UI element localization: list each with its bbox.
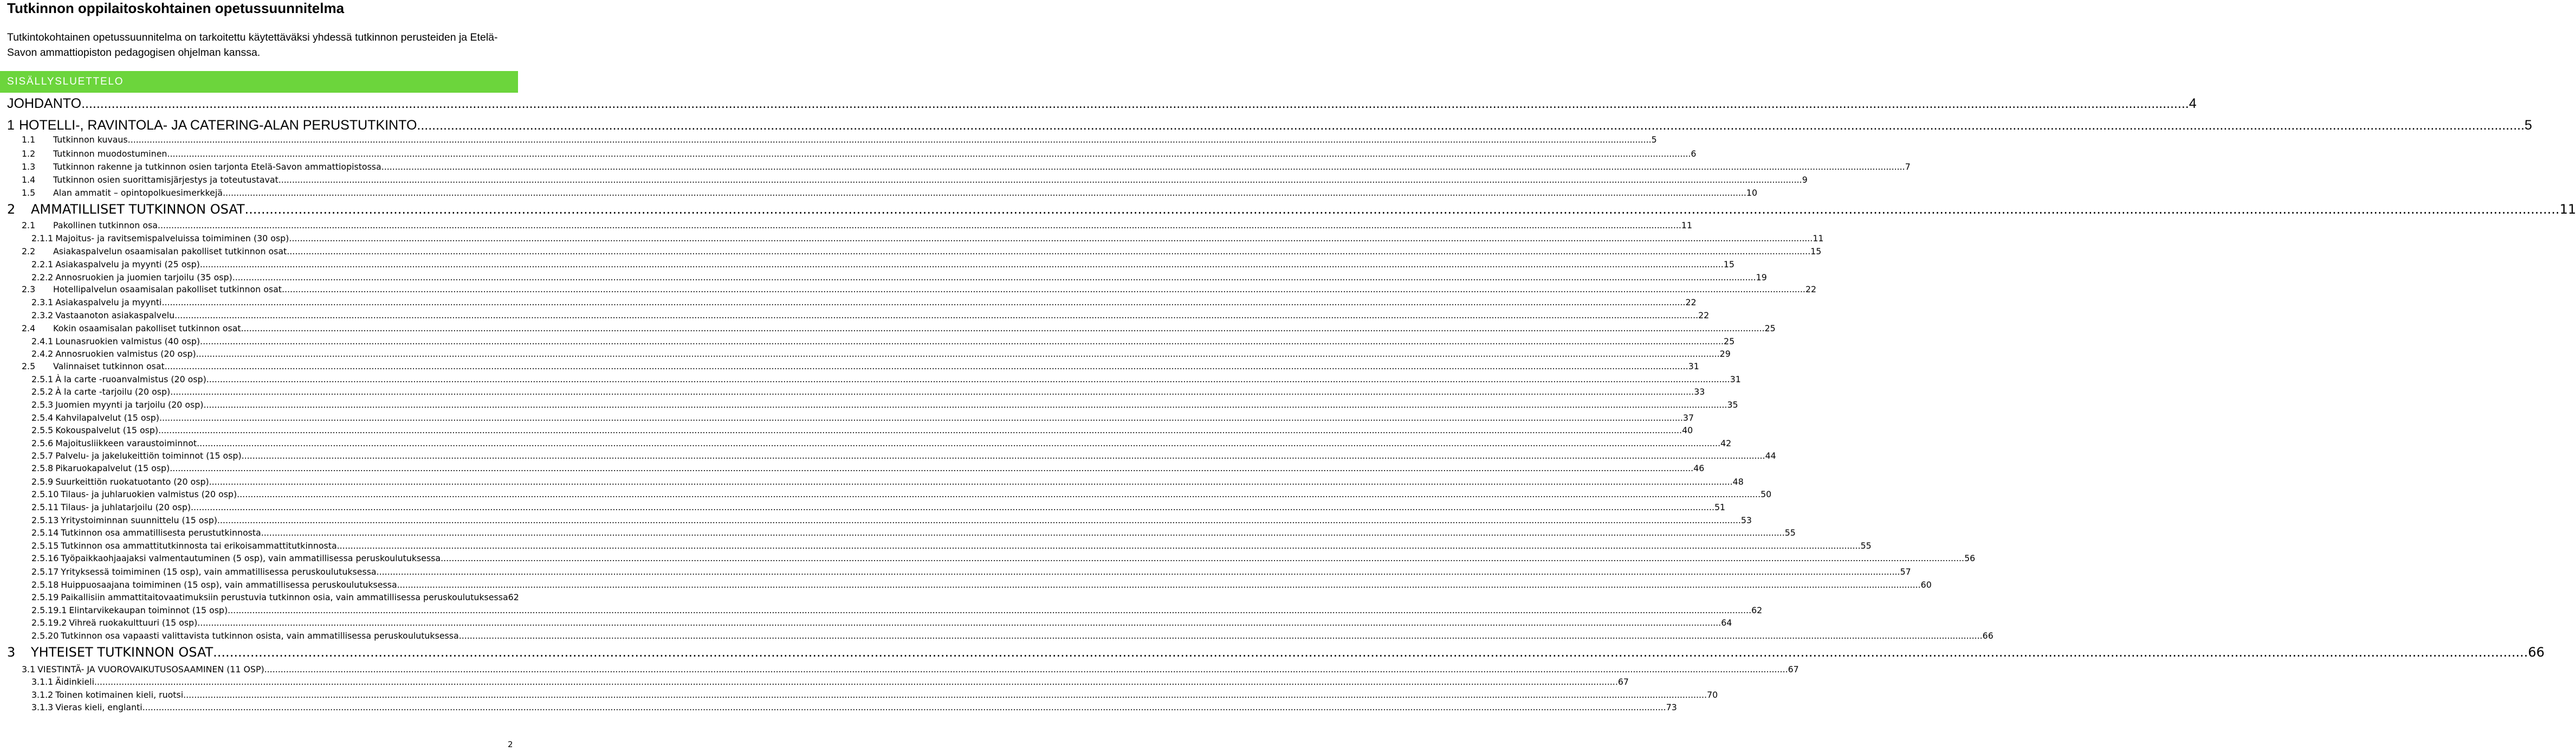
toc-entry-page: 22 <box>1685 297 1697 307</box>
toc-dot-leader <box>279 173 1802 187</box>
toc-entry-title: Pikaruokapalvelut (15 osp) <box>55 463 170 473</box>
toc-entry-number: 1.2 <box>22 149 36 159</box>
toc-entry-page: 60 <box>1920 580 1932 590</box>
toc-entry-page: 31 <box>1688 361 1699 371</box>
toc-entry[interactable] <box>31 579 1932 592</box>
toc-entry-title: Asiakaspalvelu ja myynti (25 osp) <box>55 259 200 269</box>
toc-entry-page: 25 <box>1764 323 1776 333</box>
toc-entry-page: 67 <box>1788 664 1799 674</box>
toc-entry-page: 5 <box>1651 134 1657 145</box>
page-number: 2 <box>508 740 513 749</box>
toc-entry-title: Yrityksessä toimiminen (15 osp), vain ammatillisessa peruskoulutuksessa <box>61 567 377 577</box>
toc-entry-page: 29 <box>1719 349 1731 359</box>
toc-entry-page: 44 <box>1765 451 1776 461</box>
toc-entry-number: 2.5.5 <box>31 425 54 435</box>
toc-dot-leader <box>217 514 1741 527</box>
toc-entry-title: Palvelu- ja jakelukeittiön toiminnot (15 osp) <box>55 451 242 461</box>
toc-entry-page: 48 <box>1732 477 1744 487</box>
toc-entry-title: Tutkinnon muodostuminen <box>53 149 167 159</box>
toc-entry-number: 2.5.18 <box>31 580 59 590</box>
toc-entry[interactable] <box>31 604 1763 617</box>
toc-entry-title: Tilaus- ja juhlatarjoilu (20 osp) <box>61 502 191 512</box>
toc-entry[interactable] <box>31 348 1731 361</box>
toc-entry-page: 35 <box>1727 400 1738 410</box>
toc-entry-title: Majoitusliikkeen varaustoiminnot <box>55 438 197 448</box>
toc-entry-number: 2.5.15 <box>31 541 59 551</box>
toc-dot-leader <box>242 449 1765 462</box>
toc-dot-leader <box>209 475 1733 489</box>
toc-entry-page: 9 <box>1802 175 1808 185</box>
toc-dot-leader <box>261 526 1785 539</box>
toc-entry[interactable] <box>31 526 1796 539</box>
toc-entry-number: 2.5.20 <box>31 631 59 641</box>
toc-entry-title: Vieras kieli, englanti <box>55 702 143 712</box>
toc-entry-number: 1.4 <box>22 175 36 185</box>
toc-entry-page: 55 <box>1860 541 1872 551</box>
toc-entry-number: 2.5.19.2 <box>31 618 67 628</box>
toc-entry-number: 2.5.10 <box>31 489 59 499</box>
toc-entry-number: 2.2 <box>22 246 36 256</box>
toc-entry-title: YHTEISET TUTKINNON OSAT <box>31 645 213 660</box>
toc-entry-page: 42 <box>1720 438 1732 448</box>
toc-dot-leader <box>264 663 1788 676</box>
toc-entry[interactable] <box>31 232 1824 245</box>
toc-entry-number: 3.1 <box>22 664 36 674</box>
toc-entry[interactable] <box>31 514 1752 527</box>
toc-entry[interactable] <box>22 360 1699 373</box>
toc-dot-leader <box>337 539 1861 552</box>
toc-entry-title: Huippuosaajana toimiminen (15 osp), vain ammatillisessa peruskoulutuksessa <box>61 580 397 590</box>
toc-dot-leader <box>237 488 1761 501</box>
toc-entry[interactable] <box>7 641 2545 663</box>
toc-dot-leader <box>289 232 1813 245</box>
toc-entry-page: 55 <box>1784 528 1796 538</box>
toc-entry[interactable] <box>22 283 1817 296</box>
toc-entry[interactable] <box>31 399 1738 412</box>
toc-entry-number: 2.5.6 <box>31 438 54 448</box>
toc-entry-page: 62 <box>508 592 519 602</box>
toc-entry-page: 50 <box>1761 489 1772 499</box>
toc-entry-page: 46 <box>1693 463 1705 473</box>
toc-entry[interactable] <box>22 173 1808 187</box>
toc-entry[interactable] <box>22 245 1822 258</box>
toc-entry-number: 2.4 <box>22 323 36 333</box>
toc-dot-leader <box>174 309 1698 322</box>
toc-entry-number: 2.5.13 <box>31 515 59 525</box>
toc-dot-leader <box>143 701 1666 714</box>
toc-entry-page: 22 <box>1698 310 1710 320</box>
toc-entry-title: Tutkinnon osa ammatillisesta perustutkinnosta <box>61 528 261 538</box>
toc-entry-title: Tilaus- ja juhlaruokien valmistus (20 osp) <box>61 489 237 499</box>
toc-entry[interactable] <box>31 412 1694 425</box>
toc-entry-title: Kokouspalvelut (15 osp) <box>55 425 159 435</box>
toc-dot-leader <box>170 385 1694 399</box>
toc-entry[interactable] <box>31 258 1734 271</box>
toc-dot-leader <box>94 676 1618 689</box>
toc-dot-leader <box>228 604 1751 617</box>
toc-dot-leader <box>282 283 1805 296</box>
toc-entry-page: 62 <box>1751 605 1763 615</box>
toc-entry-number: 2.5.16 <box>31 553 59 563</box>
intro-paragraph: Tutkintokohtainen opetussuunnitelma on tarkoitettu käytettäväksi yhdessä tutkinnon perusteiden ja Etelä-Savon ammattiopiston pedagogisen ohjelman kanssa. <box>7 31 498 59</box>
toc-entry[interactable] <box>31 488 1772 501</box>
toc-entry-number: 2.4.2 <box>31 349 54 359</box>
toc-entry-title: Yritystoiminnan suunnittelu (15 osp) <box>61 515 217 525</box>
toc-entry-page: 11 <box>2559 202 2576 217</box>
toc-entry-page: 57 <box>1900 567 1911 577</box>
toc-entry-title: Äidinkieli <box>55 677 94 687</box>
toc-entry-number: 2.5.2 <box>31 387 54 397</box>
toc-entry-page: 4 <box>2189 96 2197 111</box>
toc-entry-number: 3 <box>7 645 16 660</box>
toc-entry-page: 15 <box>1723 259 1734 269</box>
toc-entry-number: 3.1.3 <box>31 702 54 712</box>
toc-entry-number: 2.2.2 <box>31 272 54 282</box>
toc-entry[interactable] <box>22 187 1758 200</box>
toc-entry[interactable] <box>31 424 1693 437</box>
toc-entry[interactable] <box>7 93 2197 114</box>
toc-entry-page: 53 <box>1740 515 1752 525</box>
toc-entry-number: 3.1.1 <box>31 677 54 687</box>
toc-entry[interactable] <box>31 475 1744 489</box>
toc-entry-number: 2.1.1 <box>31 233 54 243</box>
toc-entry-page: 66 <box>2528 645 2545 660</box>
toc-dot-leader <box>158 219 1681 232</box>
toc-dot-leader <box>161 296 1685 309</box>
toc-entry[interactable] <box>31 373 1741 386</box>
toc-entry-number: 2.5.19.1 <box>31 605 67 615</box>
toc-entry-title: Pakollinen tutkinnon osa <box>53 220 158 230</box>
toc-entry-number: 2.1 <box>22 220 36 230</box>
toc-entry-page: 66 <box>1982 631 1994 641</box>
toc-entry-title: Majoitus- ja ravitsemispalveluissa toimiminen (30 osp) <box>55 233 289 243</box>
toc-entry-title: Tutkinnon kuvaus <box>53 134 128 145</box>
toc-entry-page: 51 <box>1714 502 1726 512</box>
toc-dot-leader <box>191 501 1714 514</box>
toc-dot-leader <box>232 271 1756 284</box>
toc-entry-page: 70 <box>1707 690 1718 700</box>
toc-entry-number: 1 <box>7 118 15 133</box>
toc-entry[interactable] <box>22 663 1799 676</box>
toc-entry-number: 2.2.1 <box>31 259 54 269</box>
toc-dot-leader <box>200 335 1724 348</box>
toc-entry[interactable] <box>31 552 1976 565</box>
toc-entry-page: 40 <box>1682 425 1693 435</box>
toc-entry-title: Kokin osaamisalan pakolliset tutkinnon osat <box>53 323 241 333</box>
toc-entry-page: 5 <box>2525 118 2532 133</box>
toc-entry-number: 2.5.9 <box>31 477 54 487</box>
toc-entry-page: 64 <box>1721 618 1732 628</box>
toc-entry[interactable] <box>31 296 1697 309</box>
toc-entry[interactable] <box>31 437 1732 450</box>
toc-dot-leader <box>158 424 1682 437</box>
toc-entry-title: Lounasruokien valmistus (40 osp) <box>55 336 200 346</box>
toc-entry-number: 2.3.2 <box>31 310 54 320</box>
toc-entry[interactable] <box>31 701 1677 714</box>
toc-entry-title: Toinen kotimainen kieli, ruotsi <box>55 690 184 700</box>
toc-entry[interactable] <box>31 385 1705 399</box>
toc-entry[interactable] <box>31 462 1705 475</box>
toc-heading: SISÄLLYSLUETTELO <box>7 76 124 87</box>
toc-entry[interactable] <box>22 160 1911 173</box>
toc-entry[interactable] <box>7 198 2576 220</box>
toc-entry-page: 19 <box>1756 272 1767 282</box>
toc-entry-number: 2 <box>7 202 16 217</box>
toc-dot-leader <box>200 258 1724 271</box>
toc-entry-title: AMMATILLISET TUTKINNON OSAT <box>31 202 245 217</box>
toc-entry-page: 25 <box>1724 336 1735 346</box>
toc-entry-number: 2.5.1 <box>31 374 54 384</box>
toc-dot-leader <box>213 641 2528 663</box>
toc-entry-title: Tutkinnon osien suorittamisjärjestys ja toteutustavat <box>53 175 279 185</box>
toc-entry[interactable] <box>22 219 1693 232</box>
toc-entry-page: 6 <box>1691 149 1697 159</box>
toc-entry[interactable] <box>31 689 1718 702</box>
toc-entry-page: 10 <box>1746 188 1758 198</box>
toc-entry-page: 22 <box>1805 284 1817 294</box>
toc-heading-bar <box>0 71 518 93</box>
toc-entry-title: Suurkeittiön ruokatuotanto (20 osp) <box>55 477 209 487</box>
toc-entry[interactable] <box>31 616 1732 629</box>
toc-entry[interactable] <box>7 114 2532 136</box>
toc-entry-title: HOTELLI-, RAVINTOLA- JA CATERING-ALAN PERUSTUTKINTO <box>19 118 417 133</box>
toc-dot-leader <box>81 93 2189 114</box>
toc-entry-title: VIESTINTÄ- JA VUOROVAIKUTUSOSAAMINEN (11 OSP) <box>37 664 264 674</box>
toc-entry[interactable] <box>31 539 1872 552</box>
toc-entry-title: Vastaanoton asiakaspalvelu <box>55 310 175 320</box>
toc-dot-leader <box>381 160 1905 173</box>
toc-entry-number: 2.5.7 <box>31 451 54 461</box>
toc-entry-number: 2.5.4 <box>31 413 54 423</box>
toc-entry-title: Asiakaspalvelu ja myynti <box>55 297 162 307</box>
toc-entry-number: 2.3.1 <box>31 297 54 307</box>
toc-entry-number: 3.1.2 <box>31 690 54 700</box>
toc-entry-title: Annosruokien valmistus (20 osp) <box>55 349 196 359</box>
toc-entry[interactable] <box>22 322 1776 335</box>
toc-entry[interactable] <box>31 501 1726 514</box>
toc-entry[interactable] <box>31 565 1911 579</box>
toc-dot-leader <box>167 147 1691 160</box>
toc-dot-leader <box>197 616 1721 629</box>
toc-entry-title: Paikallisiin ammattitaitovaatimuksiin perustuvia tutkinnon osia, vain ammatillisessa peruskoulutuksessa <box>61 592 508 602</box>
toc-entry-title: Tutkinnon osa ammattitutkinnosta tai erikoisammattitutkinnosta <box>61 541 337 551</box>
toc-dot-leader <box>159 412 1683 425</box>
toc-entry[interactable] <box>31 335 1735 348</box>
toc-entry-title: Tutkinnon rakenne ja tutkinnon osien tarjonta Etelä-Savon ammattiopistossa <box>53 162 381 172</box>
toc-entry-title: Valinnaiset tutkinnon osat <box>53 361 165 371</box>
toc-entry-number: 2.5.11 <box>31 502 59 512</box>
toc-entry[interactable] <box>31 676 1629 689</box>
toc-dot-leader <box>397 579 1921 592</box>
toc-dot-leader <box>223 187 1746 200</box>
toc-dot-leader <box>197 437 1720 450</box>
toc-entry-number: 1.1 <box>22 134 36 145</box>
toc-dot-leader <box>206 373 1730 386</box>
toc-entry-title: Alan ammatit – opintopolkuesimerkkejä <box>53 188 223 198</box>
toc-entry-number: 2.5.17 <box>31 567 59 577</box>
toc-dot-leader <box>441 552 1964 565</box>
toc-dot-leader <box>459 629 1983 642</box>
toc-entry-page: 7 <box>1905 162 1911 172</box>
toc-dot-leader <box>377 565 1900 579</box>
toc-entry-title: Asiakaspalvelun osaamisalan pakolliset tutkinnon osat <box>53 246 287 256</box>
toc-entry-page: 31 <box>1730 374 1741 384</box>
toc-entry-title: Juomien myynti ja tarjoilu (20 osp) <box>55 400 204 410</box>
toc-entry-page: 37 <box>1682 413 1694 423</box>
toc-entry-number: 2.4.1 <box>31 336 54 346</box>
toc-dot-leader <box>183 689 1707 702</box>
toc-entry-number: 2.5.14 <box>31 528 59 538</box>
toc-entry-title: À la carte -ruoanvalmistus (20 osp) <box>55 374 206 384</box>
toc-entry-page: 73 <box>1666 702 1677 712</box>
toc-entry-title: JOHDANTO <box>7 96 82 111</box>
toc-entry[interactable] <box>31 629 1994 642</box>
toc-entry-title: Työpaikkaohjaajaksi valmentautuminen (5 osp), vain ammatillisessa peruskoulutuksessa <box>61 553 441 563</box>
toc-entry-number: 2.5.8 <box>31 463 54 473</box>
toc-entry-title: Hotellipalvelun osaamisalan pakolliset tutkinnon osat <box>53 284 282 294</box>
toc-entry-number: 2.5.19 <box>31 592 59 602</box>
toc-entry-page: 11 <box>1681 220 1693 230</box>
toc-entry-number: 2.3 <box>22 284 36 294</box>
toc-entry[interactable] <box>22 133 1657 146</box>
toc-dot-leader <box>203 399 1727 412</box>
toc-entry-number: 2.5 <box>22 361 36 371</box>
page-title: Tutkinnon oppilaitoskohtainen opetussuunnitelma <box>7 0 345 16</box>
toc-entry-title: À la carte -tarjoilu (20 osp) <box>55 387 171 397</box>
toc-entry-page: 33 <box>1694 387 1705 397</box>
toc-entry-page: 15 <box>1810 246 1822 256</box>
toc-entry-page: 11 <box>1813 233 1824 243</box>
toc-entry[interactable] <box>31 309 1710 322</box>
toc-entry-number: 1.3 <box>22 162 36 172</box>
toc-entry-number: 1.5 <box>22 188 36 198</box>
toc-dot-leader <box>245 198 2560 220</box>
toc-dot-leader <box>128 133 1652 146</box>
toc-dot-leader <box>417 114 2525 136</box>
toc-dot-leader <box>165 360 1688 373</box>
toc-dot-leader <box>170 462 1693 475</box>
toc-entry-page: 56 <box>1964 553 1976 563</box>
toc-entry[interactable] <box>31 271 1767 284</box>
toc-entry-title: Tutkinnon osa vapaasti valittavista tutkinnon osista, vain ammatillisessa peruskoulutuksessa <box>61 631 459 641</box>
toc-entry-title: Elintarvikekaupan toiminnot (15 osp) <box>69 605 228 615</box>
toc-entry-title: Vihreä ruokakulttuuri (15 osp) <box>69 618 198 628</box>
toc-entry-page: 67 <box>1617 677 1629 687</box>
toc-entry[interactable] <box>31 591 519 604</box>
toc-dot-leader <box>287 245 1810 258</box>
toc-dot-leader <box>196 348 1720 361</box>
toc-entry-title: Annosruokien ja juomien tarjoilu (35 osp) <box>55 272 232 282</box>
toc-entry[interactable] <box>22 147 1697 160</box>
toc-dot-leader <box>241 322 1765 335</box>
toc-entry-title: Kahvilapalvelut (15 osp) <box>55 413 159 423</box>
toc-entry[interactable] <box>31 449 1776 462</box>
toc-entry-number: 2.5.3 <box>31 400 54 410</box>
